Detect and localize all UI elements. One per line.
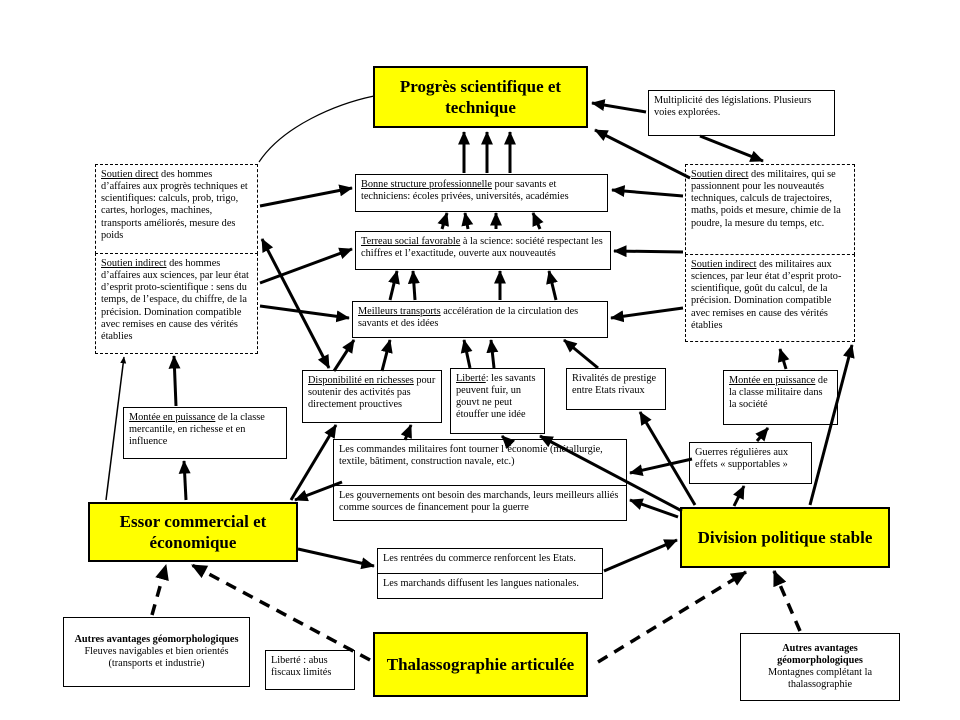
bonne-structure-lead: Bonne structure professionnelle bbox=[361, 179, 492, 190]
curved-connector bbox=[259, 96, 374, 162]
node-guerres-regulieres bbox=[689, 442, 812, 484]
liberte-savants-rest: : les savants peuvent fuir, un gouvt ne peut étouffer une idée bbox=[456, 373, 536, 421]
autres-gauche-body: Fleuves navigables et bien orientés (transports et industrie) bbox=[84, 645, 229, 670]
node-multiplicite-text: Multiplicité des législations. Plusieurs voies explorées. bbox=[654, 95, 812, 119]
node-terreau-social bbox=[355, 231, 611, 270]
soutien-indirect-militaires-lead: Soutien indirect bbox=[691, 259, 757, 270]
node-montee-militaire bbox=[723, 370, 838, 425]
node-montee-mercantile bbox=[123, 407, 287, 459]
soutien-indirect-militaires-rest: des militaires aux sciences, par leur état d’esprit proto-scientifique, goût du calcul, de la précision. Domination compatible avec remises en cause des vérités établies bbox=[691, 259, 842, 331]
soutien-direct-militaires-rest: des militaires, qui se passionnent pour les nouveautés techniques, calculs de trajectoires, maths, poids et mesure, chimie de la poudre, la mesure du temps, etc. bbox=[691, 169, 841, 229]
node-autres-avantages-droite bbox=[740, 633, 900, 701]
soutien-indirect-hommes-lead: Soutien indirect bbox=[101, 258, 167, 269]
node-bonne-structure bbox=[355, 174, 608, 212]
liberte-savants-lead: Liberté bbox=[456, 373, 486, 384]
guerres-text: Guerres régulières aux effets « supportables » bbox=[695, 447, 789, 471]
soutien-direct-militaires-lead: Soutien direct bbox=[691, 169, 749, 180]
node-division-title: Division politique stable bbox=[697, 527, 873, 547]
soutien-indirect-hommes-rest: des hommes d’affaires aux sciences, par leur état d’esprit proto-scientifique : sens du temps, de l’espace, du chiffre, de la précision. Domination compatible avec remises en cause des vérités établies bbox=[101, 258, 249, 342]
commandes-militaires-text: Les commandes militaires font tourner l’économie (métallurgie, textile, bâtiment, construction navale, etc.) bbox=[339, 444, 603, 468]
soutien-direct-hommes-rest: des hommes d’affaires aux progrès techniques et scientifiques: calculs, prob, trigo, cartes, horloges, machines, transports améliorés, mesure des poids bbox=[101, 169, 248, 241]
montee-mercantile-rest: de la classe mercantile, en richesse et en influence bbox=[129, 412, 265, 448]
node-division-politique bbox=[680, 507, 890, 568]
node-marchands-langues bbox=[377, 573, 603, 599]
node-disponibilite-richesses bbox=[302, 370, 442, 423]
montee-militaire-lead: Montée en puissance bbox=[729, 375, 816, 386]
rentrees-text: Les rentrées du commerce renforcent les Etats. bbox=[383, 553, 576, 564]
marchands-text: Les marchands diffusent les langues nationales. bbox=[383, 578, 579, 589]
node-thalassographie bbox=[373, 632, 588, 697]
node-progres-title: Progrès scientifique et technique bbox=[399, 76, 562, 117]
node-soutien-indirect-militaires bbox=[685, 254, 855, 342]
disponibilite-rest: pour soutenir des activités pas directement prouctives bbox=[308, 375, 436, 411]
node-commandes-militaires bbox=[333, 439, 627, 486]
node-multiplicite-legislations bbox=[648, 90, 835, 136]
node-gouvernements-marchands bbox=[333, 485, 627, 521]
node-meilleurs-transports bbox=[352, 301, 608, 338]
meilleurs-transports-rest: accélération de la circulation des savants et des idées bbox=[358, 306, 579, 330]
meilleurs-transports-lead: Meilleurs transports bbox=[358, 306, 441, 317]
autres-droite-body: Montagnes complétant la thalassographie bbox=[767, 667, 873, 691]
node-progres-scientifique bbox=[373, 66, 588, 128]
node-rentrees-commerce bbox=[377, 548, 603, 574]
bonne-structure-rest: pour savants et techniciens: écoles privées, universités, académies bbox=[361, 179, 569, 203]
disponibilite-lead: Disponibilité en richesses bbox=[308, 375, 414, 386]
gouvernements-text: Les gouvernements ont besoin des marchands, leurs meilleurs alliés comme sources de financement pour la guerre bbox=[339, 490, 619, 514]
node-essor-commercial bbox=[88, 502, 298, 562]
terreau-social-lead: Terreau social favorable bbox=[361, 236, 461, 247]
montee-militaire-rest: de la classe militaire dans la société bbox=[729, 375, 828, 411]
node-thalassographie-title: Thalassographie articulée bbox=[386, 654, 575, 674]
node-autres-avantages-gauche bbox=[63, 617, 250, 687]
node-liberte-savants bbox=[450, 368, 545, 434]
node-rivalites-prestige bbox=[566, 368, 666, 410]
node-essor-title: Essor commercial et économique bbox=[119, 511, 267, 552]
autres-droite-title: Autres avantages géomorphologiques bbox=[777, 642, 863, 666]
montee-mercantile-lead: Montée en puissance bbox=[129, 412, 216, 423]
autres-gauche-title: Autres avantages géomorphologiques bbox=[74, 633, 239, 645]
node-liberte-fiscaux bbox=[265, 650, 355, 690]
liberte-fiscaux-text: Liberté : abus fiscaux limités bbox=[271, 655, 332, 679]
rivalites-text: Rivalités de prestige entre Etats rivaux bbox=[572, 373, 657, 397]
node-soutien-direct-hommes bbox=[95, 164, 258, 254]
soutien-direct-hommes-lead: Soutien direct bbox=[101, 169, 159, 180]
node-soutien-direct-militaires bbox=[685, 164, 855, 255]
terreau-social-rest: à la science: société respectant les chiffres et l’exactitude, ouverte aux nouveautés bbox=[361, 236, 603, 260]
node-soutien-indirect-hommes bbox=[95, 253, 258, 354]
